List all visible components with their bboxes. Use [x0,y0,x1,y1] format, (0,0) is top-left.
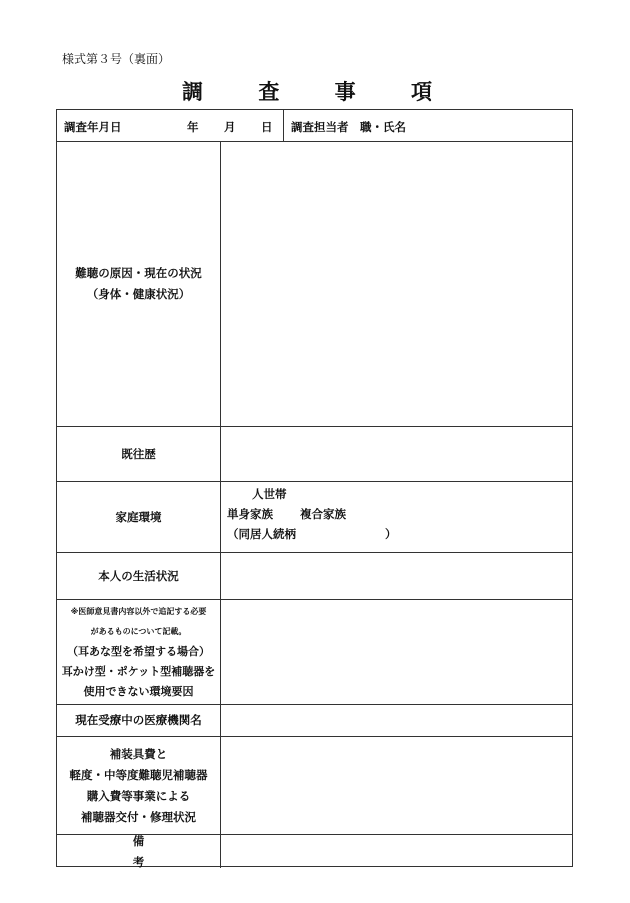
notes-line2: があるものについて記載。 [90,627,187,636]
family-field[interactable] [221,482,572,552]
single-family-label: 単身家族 [227,507,273,521]
notes-line3: （耳あな型を希望する場合） [67,645,210,658]
subsidy-status-field[interactable] [221,737,572,834]
subsidy-line1: 補装具費と [109,746,168,761]
medical-institution-label-text: 現在受療中の医療機関名 [75,713,202,727]
day-label: 日 [261,120,273,134]
hearing-cause-row [57,142,572,427]
cohabitant-close-paren: ） [385,527,397,541]
history-field[interactable] [221,427,572,481]
additional-notes-field[interactable] [221,600,572,704]
notes-line5: 使用できない環境要因 [83,685,194,698]
additional-notes-label [57,600,221,704]
remarks-label [57,833,236,869]
multi-family-label: 複合家族 [300,507,346,521]
header-row [57,110,572,142]
history-row [57,427,572,482]
cohabitant-relation-label: （同居人続柄 [227,527,296,541]
hearing-cause-line2: （身体・健康状況） [86,287,191,301]
header-divider [283,110,284,141]
medical-institution-row [57,705,572,737]
history-label [57,427,221,481]
family-label-text: 家庭環境 [115,509,162,524]
daily-life-row [57,553,572,600]
remarks-row [57,835,572,868]
daily-life-label [57,553,221,599]
page-title: 調 査 事 項 [182,80,456,104]
subsidy-line4: 補聴器交付・修理状況 [81,809,196,824]
family-label [57,482,221,552]
family-row [57,482,572,553]
hearing-cause-line1: 難聴の原因・現在の状況 [75,266,202,280]
history-label-text: 既往歴 [121,446,156,461]
additional-notes-row [57,600,572,705]
remarks-field[interactable] [221,835,572,868]
form-number: 様式第３号（裏面） [62,52,171,66]
medical-institution-label [57,705,221,736]
subsidy-status-row [57,737,572,835]
subsidy-status-label [57,737,221,834]
notes-line4: 耳かけ型・ポケット型補聴器を [61,665,216,678]
daily-life-label-text: 本人の生活状況 [98,568,179,583]
survey-date-label: 調査年月日 [64,120,122,134]
survey-form-table [56,109,573,867]
hearing-cause-field[interactable] [221,142,572,426]
household-count-label: 人世帯 [252,487,287,501]
hearing-cause-label [57,142,221,426]
daily-life-field[interactable] [221,553,572,599]
month-label: 月 [224,120,236,134]
notes-line1: ※医師意見書内容以外で追記する必要 [70,607,207,616]
medical-institution-field[interactable] [221,705,572,736]
year-label: 年 [187,120,199,134]
investigator-label: 調査担当者 職・氏名 [291,120,406,134]
subsidy-line2: 軽度・中等度難聴児補聴器 [69,767,208,782]
remarks-label-text: 備 考 [132,833,236,869]
subsidy-line3: 購入費等事業による [86,788,191,803]
